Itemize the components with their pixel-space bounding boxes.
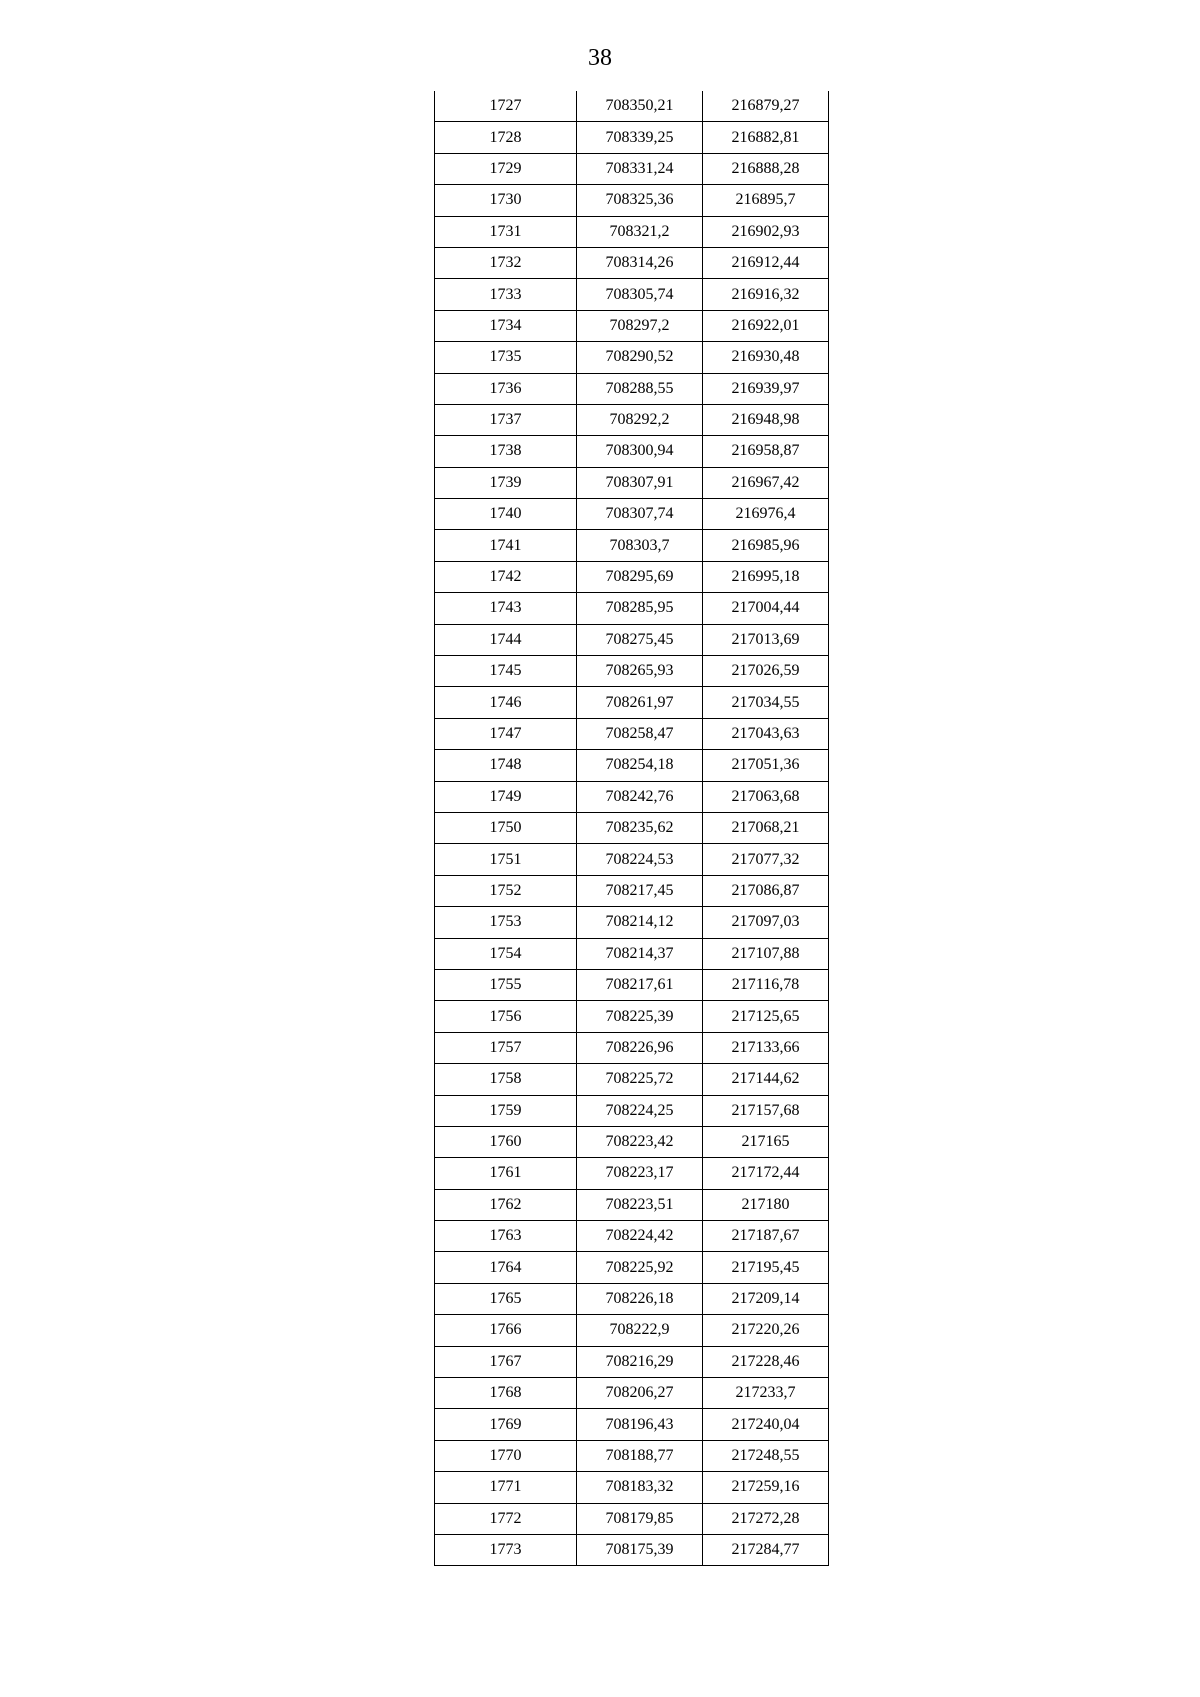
point-number-cell: 1758 bbox=[435, 1064, 577, 1095]
table-row bbox=[435, 185, 829, 216]
y-coordinate-cell: 216930,48 bbox=[703, 342, 829, 373]
point-number-cell: 1752 bbox=[435, 875, 577, 906]
point-number-cell: 1747 bbox=[435, 718, 577, 749]
x-coordinate-cell: 708303,7 bbox=[577, 530, 703, 561]
x-coordinate-cell: 708300,94 bbox=[577, 436, 703, 467]
point-number-cell: 1754 bbox=[435, 938, 577, 969]
point-number-cell: 1764 bbox=[435, 1252, 577, 1283]
table-row bbox=[435, 1378, 829, 1409]
table-row bbox=[435, 844, 829, 875]
x-coordinate-cell: 708224,25 bbox=[577, 1095, 703, 1126]
x-coordinate-cell: 708223,17 bbox=[577, 1158, 703, 1189]
point-number-cell: 1763 bbox=[435, 1221, 577, 1252]
x-coordinate-cell: 708261,97 bbox=[577, 687, 703, 718]
table-row bbox=[435, 153, 829, 184]
y-coordinate-cell: 217086,87 bbox=[703, 875, 829, 906]
table-row bbox=[435, 969, 829, 1000]
x-coordinate-cell: 708217,45 bbox=[577, 875, 703, 906]
y-coordinate-cell: 217063,68 bbox=[703, 781, 829, 812]
x-coordinate-cell: 708226,96 bbox=[577, 1032, 703, 1063]
table-row bbox=[435, 1534, 829, 1565]
point-number-cell: 1735 bbox=[435, 342, 577, 373]
y-coordinate-cell: 217272,28 bbox=[703, 1503, 829, 1534]
table-row bbox=[435, 1252, 829, 1283]
x-coordinate-cell: 708288,55 bbox=[577, 373, 703, 404]
x-coordinate-cell: 708290,52 bbox=[577, 342, 703, 373]
point-number-cell: 1745 bbox=[435, 656, 577, 687]
y-coordinate-cell: 217043,63 bbox=[703, 718, 829, 749]
y-coordinate-cell: 217284,77 bbox=[703, 1534, 829, 1565]
y-coordinate-cell: 217116,78 bbox=[703, 969, 829, 1000]
table-row bbox=[435, 310, 829, 341]
x-coordinate-cell: 708225,92 bbox=[577, 1252, 703, 1283]
point-number-cell: 1733 bbox=[435, 279, 577, 310]
table-row bbox=[435, 467, 829, 498]
x-coordinate-cell: 708225,72 bbox=[577, 1064, 703, 1095]
y-coordinate-cell: 217026,59 bbox=[703, 656, 829, 687]
x-coordinate-cell: 708179,85 bbox=[577, 1503, 703, 1534]
x-coordinate-cell: 708275,45 bbox=[577, 624, 703, 655]
point-number-cell: 1768 bbox=[435, 1378, 577, 1409]
table-row bbox=[435, 1346, 829, 1377]
y-coordinate-cell: 217195,45 bbox=[703, 1252, 829, 1283]
x-coordinate-cell: 708226,18 bbox=[577, 1283, 703, 1314]
y-coordinate-cell: 216958,87 bbox=[703, 436, 829, 467]
x-coordinate-cell: 708331,24 bbox=[577, 153, 703, 184]
x-coordinate-cell: 708175,39 bbox=[577, 1534, 703, 1565]
point-number-cell: 1746 bbox=[435, 687, 577, 718]
table-row bbox=[435, 1472, 829, 1503]
table-row bbox=[435, 1001, 829, 1032]
x-coordinate-cell: 708214,12 bbox=[577, 907, 703, 938]
y-coordinate-cell: 217259,16 bbox=[703, 1472, 829, 1503]
point-number-cell: 1762 bbox=[435, 1189, 577, 1220]
x-coordinate-cell: 708196,43 bbox=[577, 1409, 703, 1440]
x-coordinate-cell: 708295,69 bbox=[577, 561, 703, 592]
point-number-cell: 1741 bbox=[435, 530, 577, 561]
point-number-cell: 1761 bbox=[435, 1158, 577, 1189]
y-coordinate-cell: 216916,32 bbox=[703, 279, 829, 310]
x-coordinate-cell: 708265,93 bbox=[577, 656, 703, 687]
y-coordinate-cell: 216922,01 bbox=[703, 310, 829, 341]
point-number-cell: 1771 bbox=[435, 1472, 577, 1503]
table-row bbox=[435, 404, 829, 435]
table-row bbox=[435, 624, 829, 655]
y-coordinate-cell: 217157,68 bbox=[703, 1095, 829, 1126]
y-coordinate-cell: 217107,88 bbox=[703, 938, 829, 969]
x-coordinate-cell: 708305,74 bbox=[577, 279, 703, 310]
y-coordinate-cell: 216912,44 bbox=[703, 247, 829, 278]
x-coordinate-cell: 708297,2 bbox=[577, 310, 703, 341]
table-row bbox=[435, 1503, 829, 1534]
point-number-cell: 1770 bbox=[435, 1440, 577, 1471]
point-number-cell: 1730 bbox=[435, 185, 577, 216]
y-coordinate-cell: 217233,7 bbox=[703, 1378, 829, 1409]
point-number-cell: 1765 bbox=[435, 1283, 577, 1314]
point-number-cell: 1773 bbox=[435, 1534, 577, 1565]
y-coordinate-cell: 217240,04 bbox=[703, 1409, 829, 1440]
x-coordinate-cell: 708242,76 bbox=[577, 781, 703, 812]
y-coordinate-cell: 217165 bbox=[703, 1126, 829, 1157]
y-coordinate-cell: 216895,7 bbox=[703, 185, 829, 216]
point-number-cell: 1734 bbox=[435, 310, 577, 341]
coordinates-table bbox=[434, 91, 829, 1566]
point-number-cell: 1728 bbox=[435, 122, 577, 153]
x-coordinate-cell: 708223,42 bbox=[577, 1126, 703, 1157]
table-row bbox=[435, 750, 829, 781]
y-coordinate-cell: 217209,14 bbox=[703, 1283, 829, 1314]
table-row bbox=[435, 499, 829, 530]
coordinates-table-body bbox=[435, 91, 829, 1566]
table-row bbox=[435, 561, 829, 592]
y-coordinate-cell: 217133,66 bbox=[703, 1032, 829, 1063]
y-coordinate-cell: 216948,98 bbox=[703, 404, 829, 435]
table-row bbox=[435, 122, 829, 153]
x-coordinate-cell: 708206,27 bbox=[577, 1378, 703, 1409]
x-coordinate-cell: 708321,2 bbox=[577, 216, 703, 247]
x-coordinate-cell: 708314,26 bbox=[577, 247, 703, 278]
y-coordinate-cell: 217172,44 bbox=[703, 1158, 829, 1189]
point-number-cell: 1751 bbox=[435, 844, 577, 875]
y-coordinate-cell: 217125,65 bbox=[703, 1001, 829, 1032]
y-coordinate-cell: 216985,96 bbox=[703, 530, 829, 561]
x-coordinate-cell: 708285,95 bbox=[577, 593, 703, 624]
table-row bbox=[435, 216, 829, 247]
point-number-cell: 1737 bbox=[435, 404, 577, 435]
x-coordinate-cell: 708292,2 bbox=[577, 404, 703, 435]
x-coordinate-cell: 708222,9 bbox=[577, 1315, 703, 1346]
point-number-cell: 1756 bbox=[435, 1001, 577, 1032]
page-number: 38 bbox=[588, 45, 612, 71]
y-coordinate-cell: 217248,55 bbox=[703, 1440, 829, 1471]
point-number-cell: 1742 bbox=[435, 561, 577, 592]
table-row bbox=[435, 247, 829, 278]
point-number-cell: 1749 bbox=[435, 781, 577, 812]
x-coordinate-cell: 708223,51 bbox=[577, 1189, 703, 1220]
point-number-cell: 1739 bbox=[435, 467, 577, 498]
point-number-cell: 1769 bbox=[435, 1409, 577, 1440]
x-coordinate-cell: 708307,74 bbox=[577, 499, 703, 530]
y-coordinate-cell: 217180 bbox=[703, 1189, 829, 1220]
y-coordinate-cell: 217220,26 bbox=[703, 1315, 829, 1346]
table-row bbox=[435, 1064, 829, 1095]
y-coordinate-cell: 216995,18 bbox=[703, 561, 829, 592]
table-row bbox=[435, 1409, 829, 1440]
y-coordinate-cell: 216976,4 bbox=[703, 499, 829, 530]
y-coordinate-cell: 217004,44 bbox=[703, 593, 829, 624]
y-coordinate-cell: 216939,97 bbox=[703, 373, 829, 404]
point-number-cell: 1727 bbox=[435, 91, 577, 122]
y-coordinate-cell: 217013,69 bbox=[703, 624, 829, 655]
point-number-cell: 1767 bbox=[435, 1346, 577, 1377]
y-coordinate-cell: 217034,55 bbox=[703, 687, 829, 718]
table-row bbox=[435, 812, 829, 843]
table-row bbox=[435, 1158, 829, 1189]
table-row bbox=[435, 342, 829, 373]
table-row bbox=[435, 373, 829, 404]
table-row bbox=[435, 1126, 829, 1157]
x-coordinate-cell: 708188,77 bbox=[577, 1440, 703, 1471]
table-row bbox=[435, 593, 829, 624]
table-row bbox=[435, 656, 829, 687]
point-number-cell: 1743 bbox=[435, 593, 577, 624]
table-row bbox=[435, 938, 829, 969]
point-number-cell: 1731 bbox=[435, 216, 577, 247]
point-number-cell: 1772 bbox=[435, 1503, 577, 1534]
table-row bbox=[435, 718, 829, 749]
point-number-cell: 1732 bbox=[435, 247, 577, 278]
y-coordinate-cell: 217228,46 bbox=[703, 1346, 829, 1377]
x-coordinate-cell: 708325,36 bbox=[577, 185, 703, 216]
y-coordinate-cell: 216879,27 bbox=[703, 91, 829, 122]
table-row bbox=[435, 279, 829, 310]
point-number-cell: 1729 bbox=[435, 153, 577, 184]
table-row bbox=[435, 687, 829, 718]
y-coordinate-cell: 217144,62 bbox=[703, 1064, 829, 1095]
x-coordinate-cell: 708224,53 bbox=[577, 844, 703, 875]
x-coordinate-cell: 708224,42 bbox=[577, 1221, 703, 1252]
point-number-cell: 1760 bbox=[435, 1126, 577, 1157]
table-row bbox=[435, 907, 829, 938]
table-row bbox=[435, 91, 829, 122]
table-row bbox=[435, 1283, 829, 1314]
point-number-cell: 1736 bbox=[435, 373, 577, 404]
table-row bbox=[435, 875, 829, 906]
x-coordinate-cell: 708235,62 bbox=[577, 812, 703, 843]
table-row bbox=[435, 1221, 829, 1252]
x-coordinate-cell: 708350,21 bbox=[577, 91, 703, 122]
y-coordinate-cell: 216888,28 bbox=[703, 153, 829, 184]
table-row bbox=[435, 436, 829, 467]
x-coordinate-cell: 708258,47 bbox=[577, 718, 703, 749]
x-coordinate-cell: 708254,18 bbox=[577, 750, 703, 781]
table-row bbox=[435, 530, 829, 561]
y-coordinate-cell: 216882,81 bbox=[703, 122, 829, 153]
x-coordinate-cell: 708214,37 bbox=[577, 938, 703, 969]
x-coordinate-cell: 708225,39 bbox=[577, 1001, 703, 1032]
y-coordinate-cell: 217051,36 bbox=[703, 750, 829, 781]
point-number-cell: 1766 bbox=[435, 1315, 577, 1346]
x-coordinate-cell: 708217,61 bbox=[577, 969, 703, 1000]
point-number-cell: 1759 bbox=[435, 1095, 577, 1126]
y-coordinate-cell: 217097,03 bbox=[703, 907, 829, 938]
x-coordinate-cell: 708216,29 bbox=[577, 1346, 703, 1377]
x-coordinate-cell: 708307,91 bbox=[577, 467, 703, 498]
point-number-cell: 1740 bbox=[435, 499, 577, 530]
table-row bbox=[435, 1189, 829, 1220]
table-row bbox=[435, 1095, 829, 1126]
y-coordinate-cell: 217068,21 bbox=[703, 812, 829, 843]
point-number-cell: 1738 bbox=[435, 436, 577, 467]
point-number-cell: 1753 bbox=[435, 907, 577, 938]
y-coordinate-cell: 217077,32 bbox=[703, 844, 829, 875]
table-row bbox=[435, 1315, 829, 1346]
table-row bbox=[435, 1440, 829, 1471]
point-number-cell: 1757 bbox=[435, 1032, 577, 1063]
y-coordinate-cell: 216902,93 bbox=[703, 216, 829, 247]
x-coordinate-cell: 708183,32 bbox=[577, 1472, 703, 1503]
y-coordinate-cell: 216967,42 bbox=[703, 467, 829, 498]
point-number-cell: 1748 bbox=[435, 750, 577, 781]
point-number-cell: 1755 bbox=[435, 969, 577, 1000]
x-coordinate-cell: 708339,25 bbox=[577, 122, 703, 153]
table-row bbox=[435, 1032, 829, 1063]
table-row bbox=[435, 781, 829, 812]
y-coordinate-cell: 217187,67 bbox=[703, 1221, 829, 1252]
point-number-cell: 1744 bbox=[435, 624, 577, 655]
point-number-cell: 1750 bbox=[435, 812, 577, 843]
